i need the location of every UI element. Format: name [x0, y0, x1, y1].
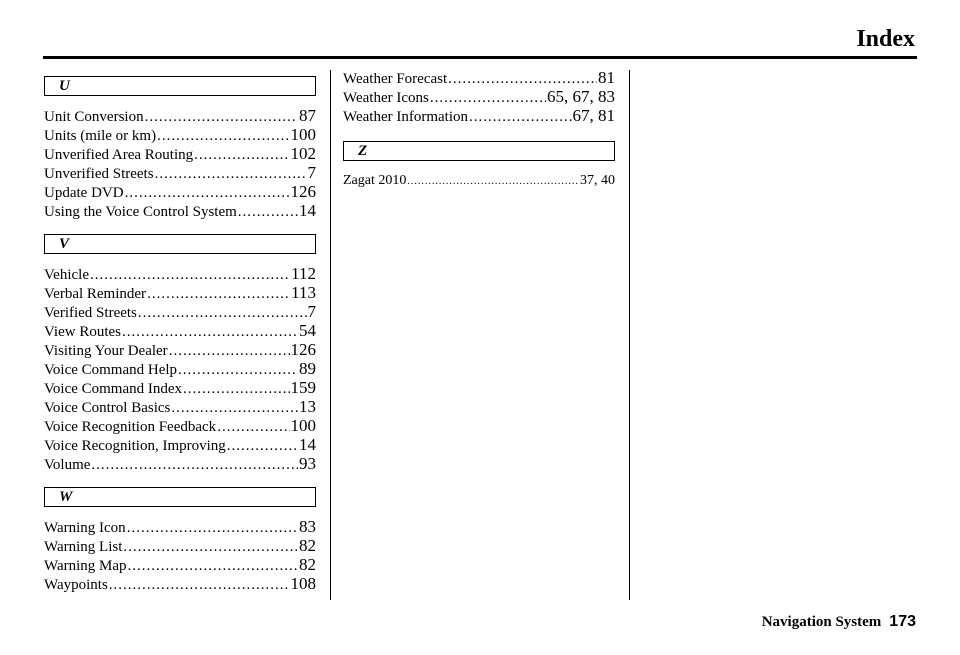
entry-term: Warning Icon: [44, 520, 126, 536]
index-entry[interactable]: [44, 321, 316, 340]
entry-term: Verified Streets: [44, 305, 137, 321]
letter-header-z: Z: [343, 141, 615, 161]
entry-term: Warning Map: [44, 558, 127, 574]
index-entry[interactable]: [44, 536, 316, 555]
dot-leader: [171, 399, 298, 418]
dot-leader: [430, 89, 546, 108]
index-entry[interactable]: [343, 87, 615, 106]
entry-pages: 93: [299, 454, 316, 473]
entry-term: Visiting Your Dealer: [44, 343, 168, 359]
dot-leader: [155, 165, 307, 184]
letter-header-v: V: [44, 234, 316, 254]
title-divider: [43, 56, 917, 59]
entry-pages: 108: [290, 574, 316, 593]
entry-pages: 126: [290, 340, 316, 359]
index-column-2: [343, 68, 615, 190]
dot-leader: [90, 266, 290, 285]
entry-term: View Routes: [44, 324, 122, 340]
entry-term: Weather Forecast: [343, 71, 448, 87]
page-title: Index: [856, 26, 915, 52]
letter-header-u: U: [44, 76, 316, 96]
dot-leader: [138, 304, 307, 323]
entry-term: Waypoints: [44, 577, 108, 593]
entry-pages: 65, 67, 83: [547, 87, 615, 106]
entry-pages: 67, 81: [572, 106, 615, 125]
entry-pages: 100: [290, 125, 316, 144]
entry-list-v: [44, 264, 316, 473]
page-number: 173: [889, 613, 916, 630]
dot-leader: [178, 361, 298, 380]
entry-term: Weather Icons: [343, 90, 429, 106]
entry-term: Zagat 2010: [343, 173, 407, 188]
index-entry[interactable]: [44, 144, 316, 163]
column-divider-1: [330, 70, 331, 600]
entry-term: Unit Conversion: [44, 109, 144, 125]
entry-term: Unverified Area Routing: [44, 147, 194, 163]
entry-term: Warning List: [44, 539, 123, 555]
entry-term: Unverified Streets: [44, 166, 154, 182]
column-divider-2: [629, 70, 630, 600]
entry-pages: 7: [307, 163, 316, 182]
entry-pages: 126: [290, 182, 316, 201]
dot-leader: [125, 184, 290, 203]
index-entry[interactable]: [44, 416, 316, 435]
index-entry[interactable]: [343, 106, 615, 125]
entry-pages: 82: [299, 536, 316, 555]
entry-term: Verbal Reminder: [44, 286, 147, 302]
index-entry[interactable]: [44, 517, 316, 536]
letter-header-w: W: [44, 487, 316, 507]
index-entry[interactable]: [44, 182, 316, 201]
index-column-1: [44, 76, 316, 593]
index-entry[interactable]: [44, 555, 316, 574]
index-entry[interactable]: [44, 340, 316, 359]
dot-leader: [407, 172, 579, 191]
dot-leader: [128, 557, 298, 576]
dot-leader: [91, 456, 298, 475]
index-entry[interactable]: [44, 435, 316, 454]
index-entry[interactable]: [44, 125, 316, 144]
entry-term: Voice Recognition, Improving: [44, 438, 226, 454]
entry-term: Volume: [44, 457, 91, 473]
index-entry[interactable]: [44, 378, 316, 397]
index-entry[interactable]: [44, 359, 316, 378]
index-entry[interactable]: [44, 574, 316, 593]
entry-term: Voice Command Help: [44, 362, 178, 378]
dot-leader: [147, 285, 290, 304]
dot-leader: [238, 203, 298, 222]
entry-pages: 159: [290, 378, 316, 397]
entry-pages: 13: [299, 397, 316, 416]
index-entry[interactable]: [44, 106, 316, 125]
dot-leader: [127, 519, 298, 538]
entry-pages: 112: [291, 264, 316, 283]
index-entry[interactable]: [44, 454, 316, 473]
entry-term: Vehicle: [44, 267, 89, 283]
entry-term: Voice Command Index: [44, 381, 183, 397]
entry-pages: 102: [290, 144, 316, 163]
dot-leader: [217, 418, 289, 437]
entry-pages: 14: [299, 201, 316, 220]
index-entry[interactable]: [44, 264, 316, 283]
entry-pages: 87: [299, 106, 316, 125]
index-entry[interactable]: [44, 302, 316, 321]
entry-pages: 82: [299, 555, 316, 574]
entry-term: Using the Voice Control System: [44, 204, 237, 220]
entry-term: Voice Recognition Feedback: [44, 419, 217, 435]
entry-pages: 81: [598, 68, 615, 87]
entry-pages: 54: [299, 321, 316, 340]
dot-leader: [194, 146, 289, 165]
index-entry[interactable]: [44, 201, 316, 220]
dot-leader: [123, 538, 298, 557]
dot-leader: [145, 108, 298, 127]
dot-leader: [109, 576, 290, 595]
index-entry[interactable]: [343, 68, 615, 87]
footer-label: Navigation System: [761, 614, 882, 630]
index-entry[interactable]: [44, 397, 316, 416]
entry-term: Update DVD: [44, 185, 124, 201]
dot-leader: [183, 380, 289, 399]
entry-list-z: [343, 171, 615, 190]
index-entry[interactable]: [44, 283, 316, 302]
entry-pages: 100: [290, 416, 316, 435]
entry-list-u: [44, 106, 316, 220]
dot-leader: [227, 437, 298, 456]
dot-leader: [169, 342, 290, 361]
dot-leader: [469, 108, 572, 127]
entry-term: Weather Information: [343, 109, 468, 125]
entry-pages: 113: [291, 283, 316, 302]
entry-list-w-continued: [343, 68, 615, 125]
entry-list-w: [44, 517, 316, 593]
index-entry[interactable]: [343, 171, 615, 190]
dot-leader: [122, 323, 298, 342]
entry-pages: 7: [307, 302, 316, 321]
entry-pages: 14: [299, 435, 316, 454]
page-footer: [762, 612, 916, 632]
entry-term: Voice Control Basics: [44, 400, 171, 416]
entry-pages: 37, 40: [580, 173, 615, 188]
entry-pages: 83: [299, 517, 316, 536]
index-entry[interactable]: [44, 163, 316, 182]
entry-pages: 89: [299, 359, 316, 378]
dot-leader: [157, 127, 289, 146]
entry-term: Units (mile or km): [44, 128, 157, 144]
